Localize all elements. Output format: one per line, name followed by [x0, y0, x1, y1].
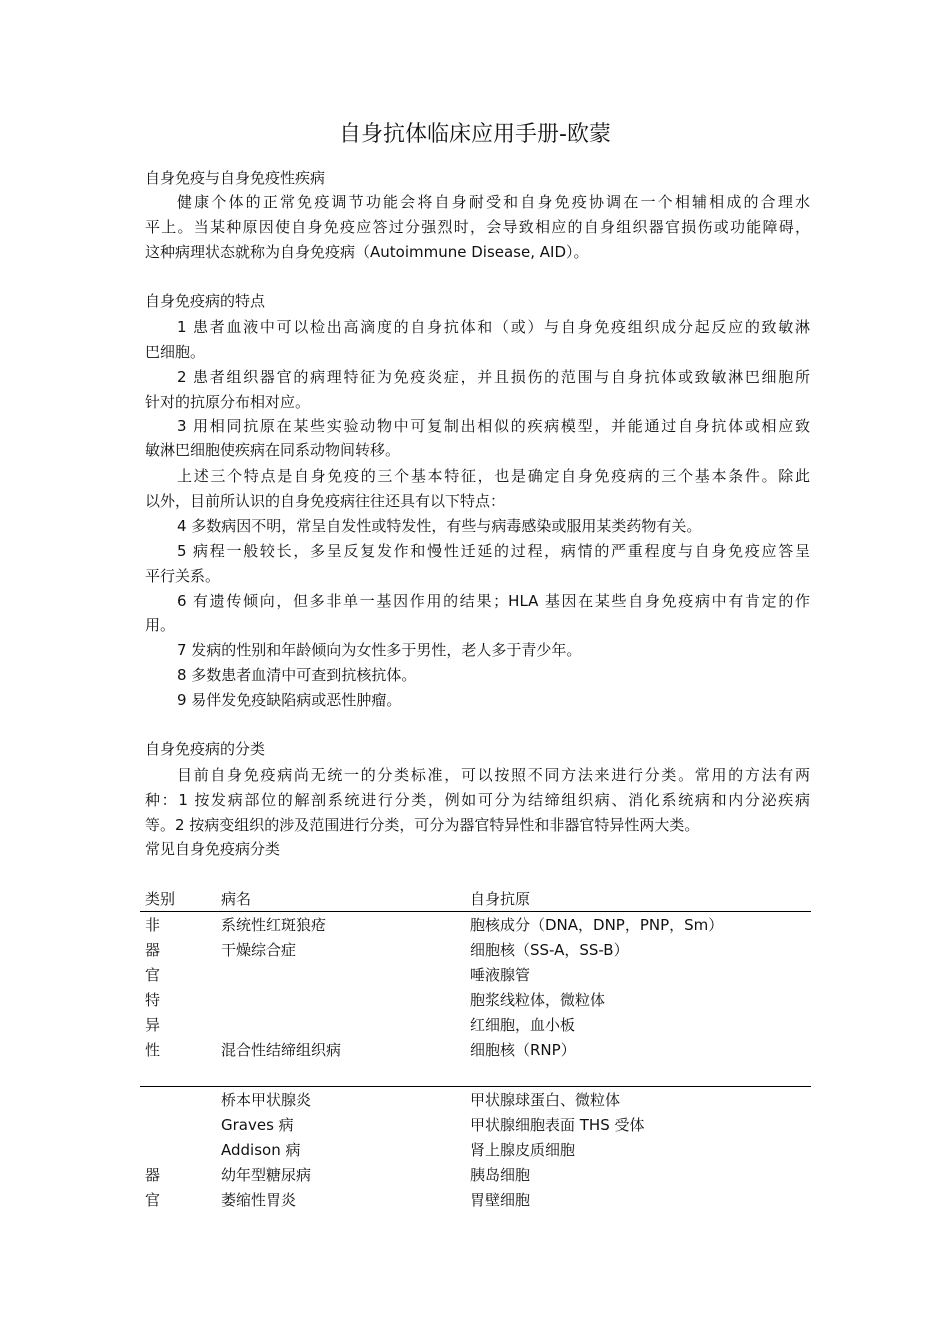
category-cell: 官 — [145, 1191, 161, 1209]
disease-cell: 萎缩性胃炎 — [221, 1191, 297, 1209]
disease-cell: 混合性结缔组织病 — [221, 1041, 342, 1059]
disease-cell: 干燥综合症 — [221, 941, 297, 959]
category-cell: 器 — [145, 1166, 161, 1184]
table-header-disease: 病名 — [221, 890, 252, 908]
antigen-cell: 细胞核（SS-A，SS-B） — [470, 941, 629, 959]
category-cell: 性 — [145, 1041, 161, 1059]
disease-cell: 幼年型糖尿病 — [221, 1166, 312, 1184]
category-cell: 非 — [145, 916, 161, 934]
antigen-cell: 红细胞，血小板 — [470, 1016, 576, 1034]
antigen-cell: 细胞核（RNP） — [470, 1041, 576, 1059]
disease-cell: Addison 病 — [221, 1141, 301, 1159]
section-heading-features: 自身免疫病的特点 — [145, 292, 266, 310]
feature-line: 巴细胞。 — [145, 343, 206, 361]
antigen-cell: 肾上腺皮质细胞 — [470, 1141, 576, 1159]
section-heading-autoimmunity: 自身免疫与自身免疫性疾病 — [145, 169, 326, 187]
table-rule — [140, 911, 811, 912]
feature-line: 6 有遗传倾向，但多非单一基因作用的结果；HLA 基因在某些自身免疫病中有肯定的作 — [177, 592, 810, 610]
disease-cell: 桥本甲状腺炎 — [221, 1091, 312, 1109]
feature-line: 9 易伴发免疫缺陷病或恶性肿瘤。 — [177, 691, 402, 709]
antigen-cell: 胰岛细胞 — [470, 1166, 531, 1184]
feature-line: 3 用相同抗原在某些实验动物中可复制出相似的疾病模型，并能通过自身抗体或相应致 — [177, 417, 810, 435]
antigen-cell: 胃壁细胞 — [470, 1191, 531, 1209]
table-header-antigen: 自身抗原 — [470, 890, 531, 908]
classification-line: 目前自身免疫病尚无统一的分类标准，可以按照不同方法来进行分类。常用的方法有两 — [177, 766, 810, 784]
table-header-category: 类别 — [145, 890, 176, 908]
section-heading-classification: 自身免疫病的分类 — [145, 740, 266, 758]
classification-line: 等。2 按病变组织的涉及范围进行分类，可分为器官特异性和非器官特异性两大类。 — [145, 816, 700, 834]
paragraph-line: 健康个体的正常免疫调节功能会将自身耐受和自身免疫协调在一个相辅相成的合理水 — [177, 193, 810, 211]
feature-line: 平行关系。 — [145, 567, 221, 585]
disease-cell: 系统性红斑狼疮 — [221, 916, 327, 934]
feature-line: 5 病程一般较长，多呈反复发作和慢性迁延的过程，病情的严重程度与自身免疫应答呈 — [177, 542, 810, 560]
disease-cell: Graves 病 — [221, 1116, 294, 1134]
feature-line: 上述三个特点是自身免疫的三个基本特征，也是确定自身免疫病的三个基本条件。除此 — [177, 467, 810, 485]
antigen-cell: 甲状腺细胞表面 THS 受体 — [470, 1116, 645, 1134]
feature-line: 敏淋巴细胞使疾病在同系动物间转移。 — [145, 441, 401, 459]
feature-line: 用。 — [145, 616, 176, 634]
category-cell: 特 — [145, 991, 161, 1009]
feature-line: 4 多数病因不明，常呈自发性或特发性，有些与病毒感染或服用某类药物有关。 — [177, 517, 702, 535]
feature-line: 7 发病的性别和年龄倾向为女性多于男性，老人多于青少年。 — [177, 641, 582, 659]
feature-line: 8 多数患者血清中可查到抗核抗体。 — [177, 666, 417, 684]
feature-line: 针对的抗原分布相对应。 — [145, 393, 311, 411]
table-rule — [140, 1086, 811, 1087]
feature-line: 以外，目前所认识的自身免疫病往往还具有以下特点： — [145, 492, 506, 510]
category-cell: 器 — [145, 941, 161, 959]
category-cell: 异 — [145, 1016, 161, 1034]
table-caption: 常见自身免疫病分类 — [145, 840, 281, 858]
category-cell: 官 — [145, 966, 161, 984]
classification-line: 种：1 按发病部位的解剖系统进行分类，例如可分为结缔组织病、消化系统病和内分泌疾病 — [145, 791, 810, 809]
document-title: 自身抗体临床应用手册-欧蒙 — [339, 122, 611, 147]
feature-line: 2 患者组织器官的病理特征为免疫炎症，并且损伤的范围与自身抗体或致敏淋巴细胞所 — [177, 368, 810, 386]
antigen-cell: 甲状腺球蛋白、微粒体 — [470, 1091, 621, 1109]
antigen-cell: 唾液腺管 — [470, 966, 531, 984]
feature-line: 1 患者血液中可以检出高滴度的自身抗体和（或）与自身免疫组织成分起反应的致敏淋 — [177, 318, 810, 336]
paragraph-line: 平上。当某种原因使自身免疫应答过分强烈时，会导致相应的自身组织器官损伤或功能障碍， — [145, 218, 810, 236]
antigen-cell: 胞核成分（DNA，DNP，PNP，Sm） — [470, 916, 724, 934]
paragraph-line: 这种病理状态就称为自身免疫病（Autoimmune Disease, AID）。 — [145, 243, 589, 261]
antigen-cell: 胞浆线粒体，微粒体 — [470, 991, 606, 1009]
